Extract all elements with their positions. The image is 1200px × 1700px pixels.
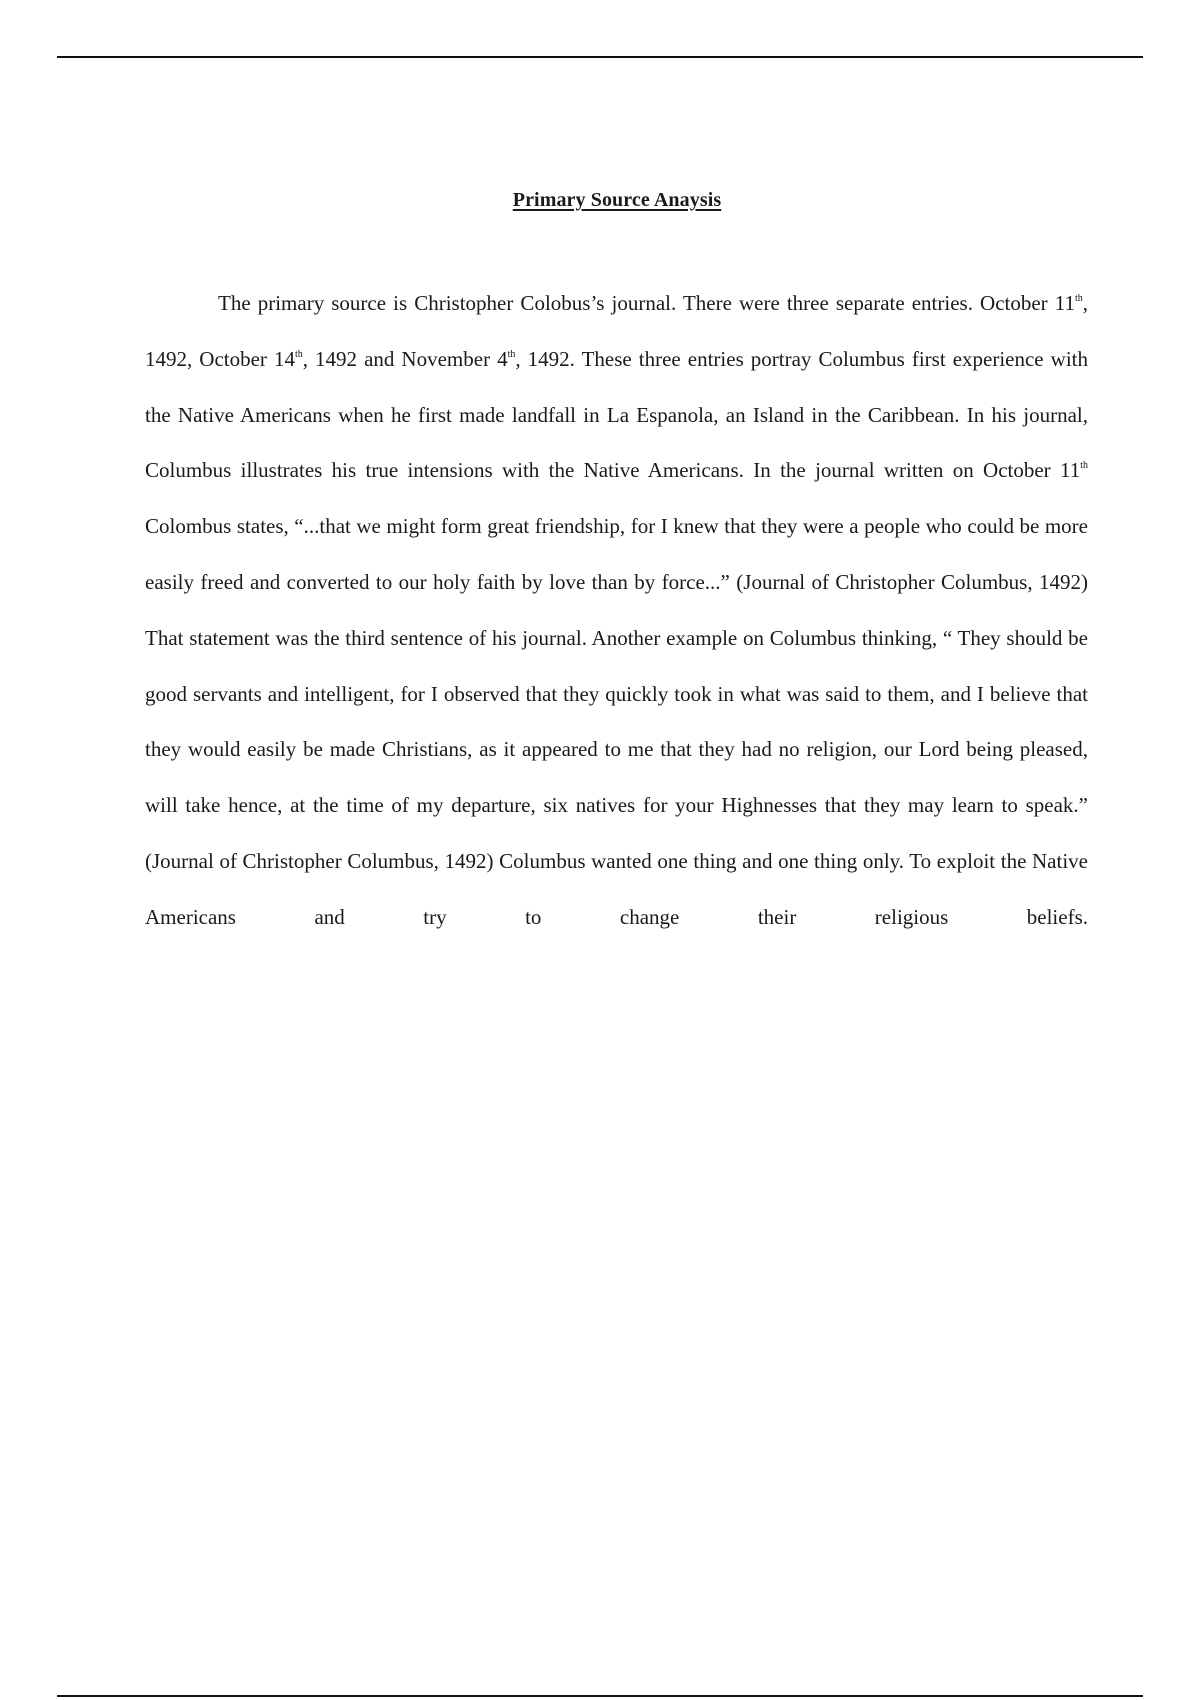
paragraph-segment: The primary source is Christopher Colobus’s journal. There were three separate entries. October 11 (218, 291, 1075, 315)
ordinal-suffix: th (294, 348, 303, 360)
ordinal-suffix: th (1074, 293, 1083, 304)
paragraph-segment: , 1492 and November 4 (302, 346, 508, 371)
ordinal-suffix: th (1080, 460, 1088, 472)
document-title: Primary Source Anaysis (512, 189, 722, 211)
paragraph-segment: , 1492. These three entries portray Columbus first experience with the Native Americans when he first made landfall in La Espanola, an Island in the Caribbean. In his journal, Columbus illustrates his true intensions with the Native Americans. In the journal written on October 11 (145, 346, 1089, 483)
paragraph-segment: , 1492, October 14 (145, 291, 1088, 371)
header-rule (57, 56, 1143, 58)
body-paragraph (145, 276, 1088, 946)
ordinal-suffix: th (507, 348, 516, 360)
paragraph-segment: Colombus states, “...that we might form great friendship, for I knew that they were a people who could be more easily freed and converted to our holy faith by love than by force...” (Journal of Christopher Columbus, 1492) That statement was the third sentence of his journal. Another example on Columbus thinking, “ They should be good servants and intelligent, for I observed that they quickly took in what was said to them, and I believe that they would easily be made Christians, as it appeared to me that they had no religion, our Lord being pleased, will take hence, at the time of my departure, six natives for your Highnesses that they may learn to speak.” (Journal of Christopher Columbus, 1492) Columbus wanted one thing and one thing only. To exploit the Native Americans and try to change their religious beliefs. (145, 514, 1088, 929)
footer-rule (57, 1695, 1143, 1697)
